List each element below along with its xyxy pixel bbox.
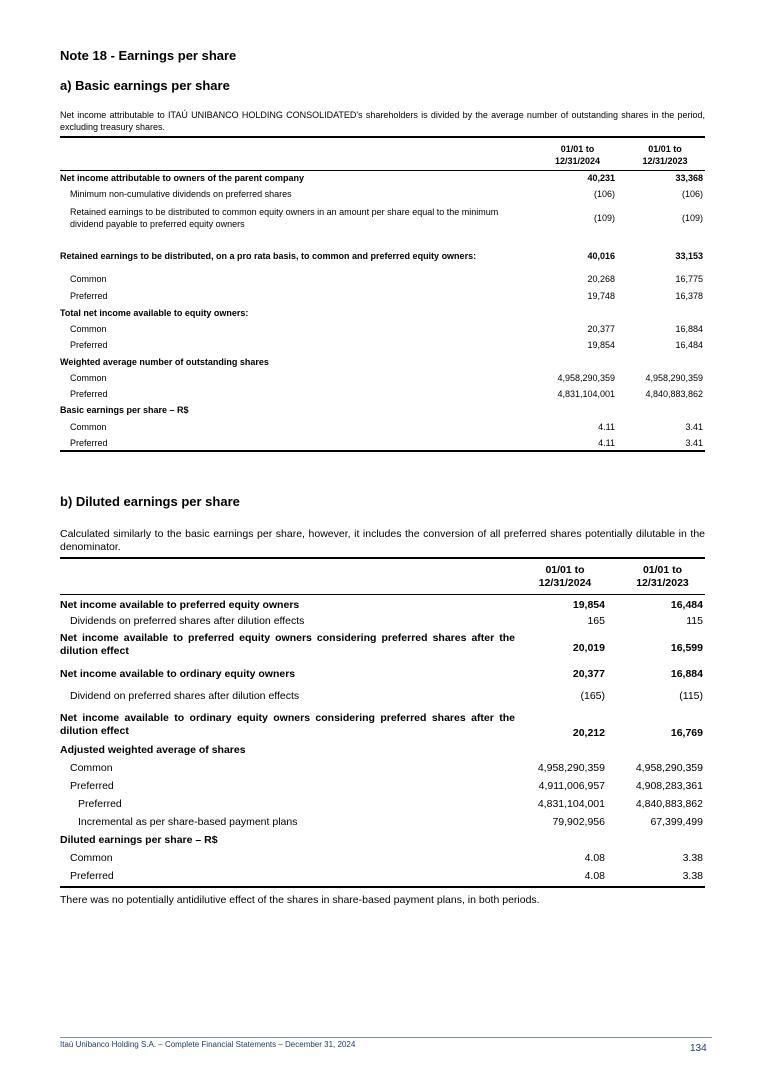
diluted-eps-intro: Calculated similarly to the basic earnings per share, however, it includes the conversion of all preferred shares potentially dilutable in the denominator.: [60, 528, 705, 553]
value-2024: 19,748: [587, 291, 615, 301]
value-2023: 16,775: [675, 274, 703, 284]
header-line: 12/31/2024: [554, 156, 601, 166]
value-2023: 3.41: [685, 422, 703, 432]
row-label: Net income available to preferred equity owners: [60, 599, 300, 611]
diluted-col-header-2024: [525, 564, 605, 590]
value-2024: 20,268: [587, 274, 615, 284]
value-2023: (115): [679, 690, 703, 702]
table-row: [60, 386, 705, 402]
value-2024: 4,831,104,001: [537, 798, 605, 810]
value-2024: 19,854: [572, 599, 605, 611]
row-label: Common: [70, 324, 107, 334]
value-2024: 20,019: [572, 642, 605, 654]
row-label: Retained earnings to be distributed to common equity owners in an amount per share equal to the minimum dividend payable to preferred equity owners: [70, 207, 499, 229]
value-2023: 16,769: [670, 727, 703, 739]
row-label: Common: [70, 274, 107, 284]
value-2024: 20,212: [572, 727, 605, 739]
row-label: Dividend on preferred shares after dilution effects: [70, 690, 300, 702]
table-row: [60, 170, 705, 186]
diluted-header-rule: [60, 594, 705, 595]
row-label: Preferred: [70, 870, 114, 882]
row-label: Preferred: [70, 438, 108, 448]
basic-col-header-2024: [540, 143, 615, 167]
table-row: [60, 305, 705, 321]
basic-table-top-rule: [60, 136, 705, 138]
note-title: Note 18 - Earnings per share: [60, 48, 237, 63]
value-2024: (165): [580, 690, 605, 702]
header-line: 01/01 to: [648, 144, 682, 154]
row-label: Weighted average number of outstanding shares: [60, 357, 269, 367]
table-row: [60, 435, 705, 451]
table-row: [60, 795, 705, 813]
table-row: [60, 206, 705, 232]
value-2024: 4.08: [584, 870, 605, 882]
table-row: [60, 831, 705, 849]
table-row: [60, 370, 705, 386]
value-2024: 20,377: [572, 668, 605, 680]
row-label: Preferred: [70, 389, 108, 399]
table-row: [60, 248, 705, 264]
value-2024: 4.11: [598, 422, 615, 432]
row-label: Basic earnings per share – R$: [60, 405, 189, 415]
header-line: 01/01 to: [642, 564, 683, 576]
row-label: Net income available to ordinary equity owners: [60, 668, 296, 680]
value-2023: 67,399,499: [650, 816, 703, 828]
table-row: [60, 402, 705, 418]
row-label: Retained earnings to be distributed, on a pro rata basis, to common and preferred equity owners:: [60, 251, 477, 261]
table-row: [60, 712, 705, 742]
row-label: Preferred: [70, 780, 114, 792]
table-row: [60, 612, 705, 630]
value-2023: 3.41: [685, 438, 703, 448]
antidilutive-note: There was no potentially antidilutive effect of the shares in share-based payment plans, in both periods.: [60, 894, 540, 906]
value-2024: (109): [593, 213, 615, 223]
value-2024: 4.11: [598, 438, 615, 448]
table-row: [60, 813, 705, 831]
value-2023: (106): [681, 189, 703, 199]
row-label: Common: [70, 762, 113, 774]
value-2024: 4,958,290,359: [537, 762, 605, 774]
table-row: [60, 665, 705, 683]
basic-eps-heading: a) Basic earnings per share: [60, 78, 230, 93]
row-label: Net income attributable to owners of the parent company: [60, 173, 305, 183]
row-label: Net income available to preferred equity owners considering preferred shares after the dilution effect: [60, 632, 515, 657]
value-2023: 16,484: [675, 340, 703, 350]
value-2023: 16,484: [670, 599, 703, 611]
value-2023: 33,368: [675, 173, 703, 183]
basic-table-bottom-rule: [60, 450, 705, 452]
value-2024: 20,377: [587, 324, 615, 334]
value-2023: 16,884: [670, 668, 703, 680]
header-line: 01/01 to: [545, 564, 585, 576]
table-row: [60, 321, 705, 337]
basic-eps-intro: Net income attributable to ITAÚ UNIBANCO HOLDING CONSOLIDATED's shareholders is divided by the average number of outstanding shares in the period, excluding treasury shares.: [60, 110, 705, 132]
value-2024: 40,231: [587, 173, 615, 183]
value-2023: 115: [686, 615, 703, 627]
table-row: [60, 849, 705, 867]
value-2024: 4,911,006,957: [538, 780, 605, 792]
diluted-table-top-rule: [60, 557, 705, 559]
row-label: Total net income available to equity owners:: [60, 308, 249, 318]
header-line: 12/31/2024: [538, 577, 592, 589]
header-line: 01/01 to: [560, 144, 595, 154]
table-row: [60, 741, 705, 759]
table-row: [60, 288, 705, 304]
value-2023: 3.38: [682, 852, 703, 864]
value-2023: 33,153: [675, 251, 703, 261]
value-2023: 16,378: [675, 291, 703, 301]
diluted-col-header-2023: [620, 564, 705, 590]
table-row: [60, 687, 705, 705]
row-label: Diluted earnings per share – R$: [60, 834, 218, 846]
value-2024: 4,831,104,001: [557, 389, 615, 399]
diluted-table-bottom-rule: [60, 886, 705, 888]
footer-rule: [60, 1037, 712, 1038]
value-2024: 4.08: [584, 852, 605, 864]
value-2024: 165: [587, 615, 605, 627]
row-label: Preferred: [70, 291, 108, 301]
value-2023: 4,958,290,359: [635, 762, 703, 774]
value-2023: 16,884: [675, 324, 703, 334]
value-2024: (106): [593, 189, 615, 199]
row-label: Incremental as per share-based payment plans: [78, 816, 298, 828]
table-row: [60, 777, 705, 795]
value-2023: 4,840,883,862: [645, 389, 703, 399]
row-label: Minimum non-cumulative dividends on preferred shares: [70, 189, 292, 199]
table-row: [60, 867, 705, 885]
row-label: Net income available to ordinary equity owners considering preferred shares after the dilution effect: [60, 712, 515, 737]
header-line: 12/31/2023: [642, 156, 688, 166]
table-row: [60, 419, 705, 435]
row-label: Common: [70, 373, 107, 383]
table-row: [60, 759, 705, 777]
table-row: [60, 186, 705, 202]
table-row: [60, 354, 705, 370]
row-label: Common: [70, 422, 107, 432]
value-2024: 40,016: [587, 251, 615, 261]
row-label: Dividends on preferred shares after dilution effects: [70, 615, 305, 627]
diluted-eps-heading: b) Diluted earnings per share: [60, 494, 240, 509]
value-2023: 4,908,283,361: [635, 780, 703, 792]
basic-col-header-2023: [625, 143, 705, 167]
header-line: 12/31/2023: [636, 577, 689, 589]
value-2024: 79,902,956: [552, 816, 605, 828]
row-label: Adjusted weighted average of shares: [60, 744, 246, 756]
table-row: [60, 271, 705, 287]
footer-text: Itaú Unibanco Holding S.A. – Complete Financial Statements – December 31, 2024: [60, 1040, 356, 1049]
page-number: 134: [690, 1043, 707, 1054]
value-2023: (109): [681, 213, 703, 223]
table-row: [60, 337, 705, 353]
table-row: [60, 632, 705, 662]
value-2024: 19,854: [587, 340, 615, 350]
row-label: Common: [70, 852, 113, 864]
value-2023: 4,840,883,862: [635, 798, 703, 810]
value-2024: 4,958,290,359: [557, 373, 615, 383]
value-2023: 16,599: [670, 642, 703, 654]
value-2023: 3.38: [682, 870, 703, 882]
row-label: Preferred: [78, 798, 122, 810]
value-2023: 4,958,290,359: [645, 373, 703, 383]
row-label: Preferred: [70, 340, 108, 350]
